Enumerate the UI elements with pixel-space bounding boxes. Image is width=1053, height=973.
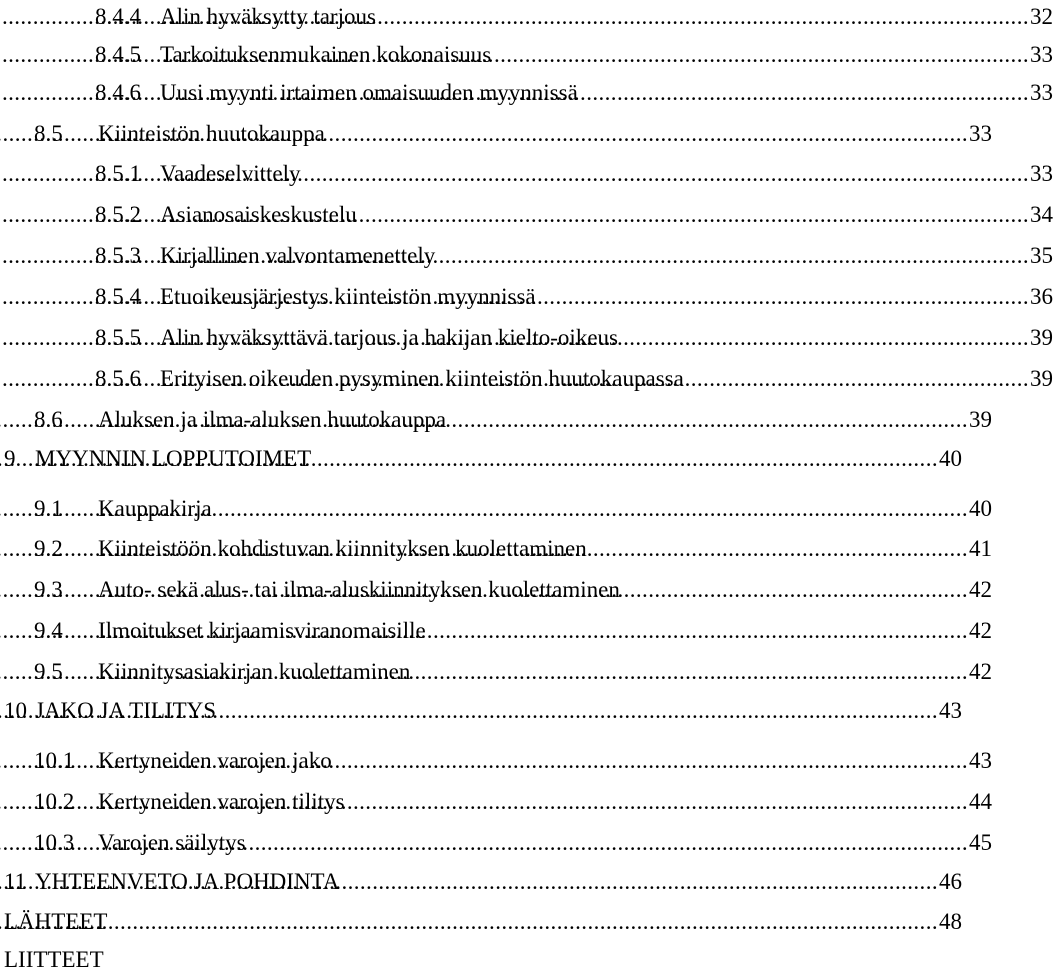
- toc-entry[interactable]: [0, 280, 1053, 310]
- dot-leader: [218, 698, 938, 724]
- dot-leader: [428, 618, 968, 644]
- toc-entry[interactable]: [0, 442, 962, 472]
- entry-page-number: 46: [939, 869, 962, 894]
- entry-number: 9: [4, 446, 16, 471]
- dot-leader: [589, 536, 968, 562]
- toc-entry[interactable]: [0, 117, 992, 147]
- entry-title: Kirjallinen valvontamenettely: [160, 243, 436, 268]
- dot-leader: [686, 366, 1029, 392]
- entry-number: 8.6: [34, 407, 63, 432]
- entry-title: YHTEENVETO JA POHDINTA: [35, 869, 340, 894]
- entry-page-number: 39: [969, 407, 992, 432]
- toc-entry[interactable]: [0, 532, 992, 562]
- entry-page-number: 42: [969, 618, 992, 643]
- entry-number: 8.5.1: [95, 161, 141, 186]
- entry-number: 8.4.5: [95, 42, 141, 67]
- entry-page-number: 43: [969, 748, 992, 773]
- entry-page-number: 42: [969, 577, 992, 602]
- dot-leader: [493, 42, 1029, 68]
- toc-entry[interactable]: [0, 573, 992, 603]
- entry-page-number: 45: [969, 830, 992, 855]
- entry-page-number: 36: [1030, 284, 1053, 309]
- dot-leader: [334, 748, 968, 774]
- entry-number: 9.2: [34, 536, 63, 561]
- toc-entry[interactable]: [0, 492, 992, 522]
- dot-leader: [313, 446, 938, 472]
- entry-title: Erityisen oikeuden pysyminen kiinteistön huutokaupassa: [160, 366, 684, 391]
- toc-entry[interactable]: [0, 76, 1053, 106]
- dot-leader: [327, 121, 968, 147]
- dot-leader: [412, 659, 968, 685]
- toc-entry[interactable]: [0, 38, 1053, 68]
- entry-page-number: 34: [1030, 202, 1053, 227]
- entry-title: Aluksen ja ilma-aluksen huutokauppa: [98, 407, 447, 432]
- dot-leader: [620, 325, 1029, 351]
- entry-number: 9.1: [34, 496, 63, 521]
- entry-number: 10.2: [34, 789, 75, 814]
- entry-page-number: 32: [1030, 4, 1053, 29]
- toc-entry[interactable]: [0, 198, 1053, 228]
- dot-leader: [214, 496, 968, 522]
- dot-leader: [378, 4, 1029, 30]
- entry-number: 8.4.4: [95, 4, 141, 29]
- dot-leader: [580, 80, 1029, 106]
- entry-title: LÄHTEET: [4, 909, 108, 934]
- entry-number: 8.5.3: [95, 243, 141, 268]
- toc-entry[interactable]: [0, 157, 1053, 187]
- toc-entry[interactable]: [0, 865, 962, 895]
- toc-entry[interactable]: [0, 403, 992, 433]
- dot-leader: [248, 830, 968, 856]
- entry-title: Ilmoitukset kirjaamisviranomaisille: [98, 618, 426, 643]
- dot-leader: [303, 161, 1029, 187]
- toc-entry[interactable]: [0, 0, 1053, 30]
- toc-entry[interactable]: [0, 826, 992, 856]
- entry-page-number: 40: [939, 446, 962, 471]
- entry-page-number: 40: [969, 496, 992, 521]
- entry-title: Tarkoituksenmukainen kokonaisuus: [160, 42, 492, 67]
- entry-title: Etuoikeusjärjestys kiinteistön myynnissä: [160, 284, 536, 309]
- entry-number: 8.4.6: [95, 80, 141, 105]
- entry-title: Uusi myynti irtaimen omaisuuden myynnissä: [160, 80, 578, 105]
- entry-title: Kertyneiden varojen tilitys: [98, 789, 345, 814]
- toc-entry[interactable]: [0, 239, 1053, 269]
- toc-entry[interactable]: [0, 785, 992, 815]
- entry-title: Kiinteistön huutokauppa: [98, 121, 325, 146]
- entry-page-number: 33: [1030, 161, 1053, 186]
- entry-number: 9.5: [34, 659, 63, 684]
- toc-entry[interactable]: [0, 362, 1053, 392]
- toc-entry[interactable]: [0, 321, 1053, 351]
- entry-page-number: 33: [969, 121, 992, 146]
- entry-number: 10.1: [34, 748, 75, 773]
- entry-title: Varojen säilytys: [98, 830, 246, 855]
- entry-title: Auto- sekä alus- tai ilma-aluskiinnityksen kuolettaminen: [98, 577, 620, 602]
- dot-leader: [437, 243, 1029, 269]
- entry-page-number: 33: [1030, 42, 1053, 67]
- entry-page-number: 41: [969, 536, 992, 561]
- entry-title: Kauppakirja: [98, 496, 212, 521]
- toc-entry[interactable]: [0, 744, 992, 774]
- entry-number: 8.5.5: [95, 325, 141, 350]
- dot-leader: [109, 909, 938, 935]
- dot-leader: [359, 202, 1029, 228]
- entry-number: 10.3: [34, 830, 75, 855]
- entry-title: Kiinteistöön kohdistuvan kiinnityksen kuolettaminen: [98, 536, 587, 561]
- toc-entry[interactable]: [0, 943, 962, 973]
- entry-number: 8.5.4: [95, 284, 141, 309]
- entry-title: JAKO JA TILITYS: [35, 698, 217, 723]
- toc-entry[interactable]: [0, 614, 992, 644]
- entry-page-number: 39: [1030, 366, 1053, 391]
- entry-number: 10: [4, 698, 27, 723]
- entry-number: 11: [4, 869, 27, 894]
- entry-title: Kiinnitysasiakirjan kuolettaminen: [98, 659, 411, 684]
- entry-page-number: 42: [969, 659, 992, 684]
- entry-page-number: 35: [1030, 243, 1053, 268]
- entry-title: Alin hyväksytty tarjous: [160, 4, 376, 29]
- entry-title: Asianosaiskeskustelu: [160, 202, 357, 227]
- dot-leader: [622, 577, 968, 603]
- toc-entry[interactable]: [0, 655, 992, 685]
- dot-leader: [538, 284, 1029, 310]
- entry-title: Kertyneiden varojen jako: [98, 748, 332, 773]
- toc-entry[interactable]: [0, 694, 962, 724]
- entry-number: 8.5: [34, 121, 63, 146]
- entry-page-number: 48: [939, 909, 962, 934]
- entry-page-number: 44: [969, 789, 992, 814]
- entry-title: Alin hyväksyttävä tarjous ja hakijan kielto-oikeus: [160, 325, 618, 350]
- dot-leader: [341, 869, 938, 895]
- entry-number: 8.5.6: [95, 366, 141, 391]
- entry-title: Vaadeselvittely: [160, 161, 301, 186]
- entry-page-number: 43: [939, 698, 962, 723]
- entry-number: 9.4: [34, 618, 63, 643]
- entry-page-number: 33: [1030, 80, 1053, 105]
- entry-title: MYYNNIN LOPPUTOIMET: [35, 446, 312, 471]
- entry-number: 8.5.2: [95, 202, 141, 227]
- dot-leader: [347, 789, 968, 815]
- entry-number: 9.3: [34, 577, 63, 602]
- entry-page-number: 39: [1030, 325, 1053, 350]
- toc-entry[interactable]: [0, 905, 962, 935]
- entry-title: LIITTEET: [4, 947, 104, 972]
- dot-leader: [448, 407, 968, 433]
